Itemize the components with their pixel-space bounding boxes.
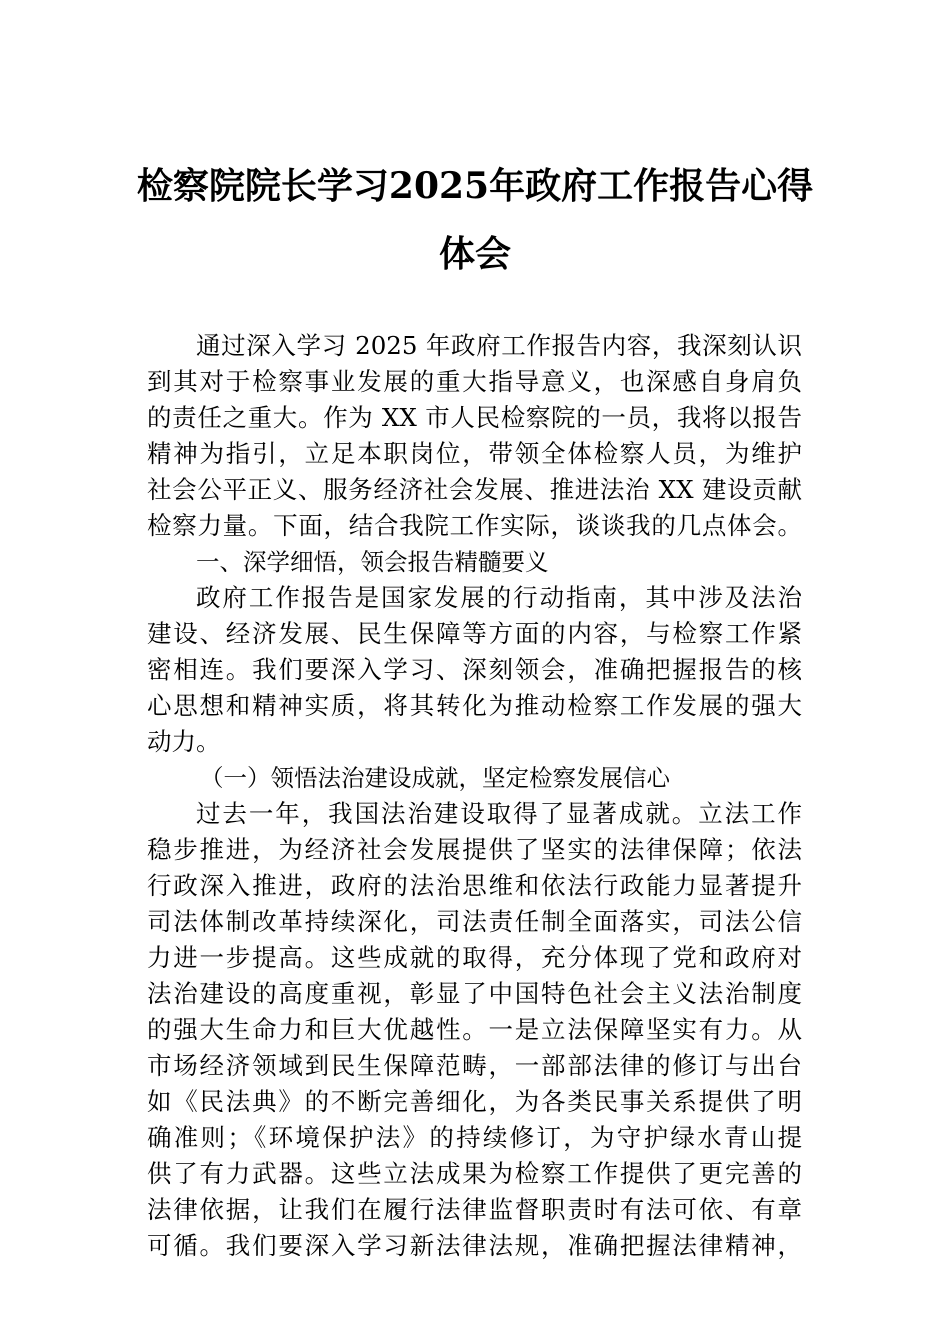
- paragraph-3-line: 的强大生命力和巨大优越性。一是立法保障坚实有力。从: [147, 1015, 802, 1044]
- paragraph-3-line: 如《民法典》的不断完善细化，为各类民事关系提供了明: [147, 1087, 802, 1116]
- paragraph-2-line: 心思想和精神实质，将其转化为推动检察工作发展的强大: [147, 691, 802, 720]
- paragraph-2-line: 建设、经济发展、民生保障等方面的内容，与检察工作紧: [147, 619, 802, 648]
- paragraph-2-line: 动力。: [147, 727, 221, 756]
- paragraph-1-line: 精神为指引，立足本职岗位，带领全体检察人员，为维护: [147, 439, 802, 468]
- paragraph-3-line: 行政深入推进，政府的法治思维和依法行政能力显著提升: [147, 871, 802, 900]
- paragraph-1-line: 社会公平正义、服务经济社会发展、推进法治 XX 建设贡献: [147, 475, 802, 504]
- paragraph-1-line: 通过深入学习 2025 年政府工作报告内容，我深刻认识: [196, 331, 802, 360]
- paragraph-1-line: 到其对于检察事业发展的重大指导意义，也深感自身肩负: [147, 367, 802, 396]
- document-title-line-1: 检察院院长学习2025年政府工作报告心得: [136, 165, 814, 207]
- paragraph-3-line: 市场经济领域到民生保障范畴，一部部法律的修订与出台: [147, 1051, 802, 1080]
- paragraph-3-line: 供了有力武器。这些立法成果为检察工作提供了更完善的: [147, 1159, 802, 1188]
- paragraph-3-line: 过去一年，我国法治建设取得了显著成就。立法工作: [196, 799, 802, 828]
- paragraph-3-line: 司法体制改革持续深化，司法责任制全面落实，司法公信: [147, 907, 802, 936]
- document-title-line-2: 体会: [438, 233, 511, 275]
- subsection-heading-1: （一）领悟法治建设成就，坚定检察发展信心: [200, 764, 670, 792]
- paragraph-2-line: 政府工作报告是国家发展的行动指南，其中涉及法治: [196, 583, 802, 612]
- paragraph-3-line: 可循。我们要深入学习新法律法规，准确把握法律精神，: [147, 1231, 802, 1260]
- paragraph-3-line: 法律依据，让我们在履行法律监督职责时有法可依、有章: [147, 1195, 802, 1224]
- paragraph-2-line: 密相连。我们要深入学习、深刻领会，准确把握报告的核: [147, 655, 802, 684]
- paragraph-3-line: 稳步推进，为经济社会发展提供了坚实的法律保障；依法: [147, 835, 802, 864]
- paragraph-1-line: 检察力量。下面，结合我院工作实际，谈谈我的几点体会。: [147, 511, 802, 540]
- paragraph-3-line: 法治建设的高度重视，彰显了中国特色社会主义法治制度: [147, 979, 802, 1008]
- section-heading-1: 一、深学细悟，领会报告精髓要义: [196, 548, 549, 576]
- paragraph-1-line: 的责任之重大。作为 XX 市人民检察院的一员，我将以报告: [147, 403, 802, 432]
- paragraph-3-line: 确准则；《环境保护法》的持续修订，为守护绿水青山提: [147, 1123, 802, 1152]
- paragraph-3-line: 力进一步提高。这些成就的取得，充分体现了党和政府对: [147, 943, 802, 972]
